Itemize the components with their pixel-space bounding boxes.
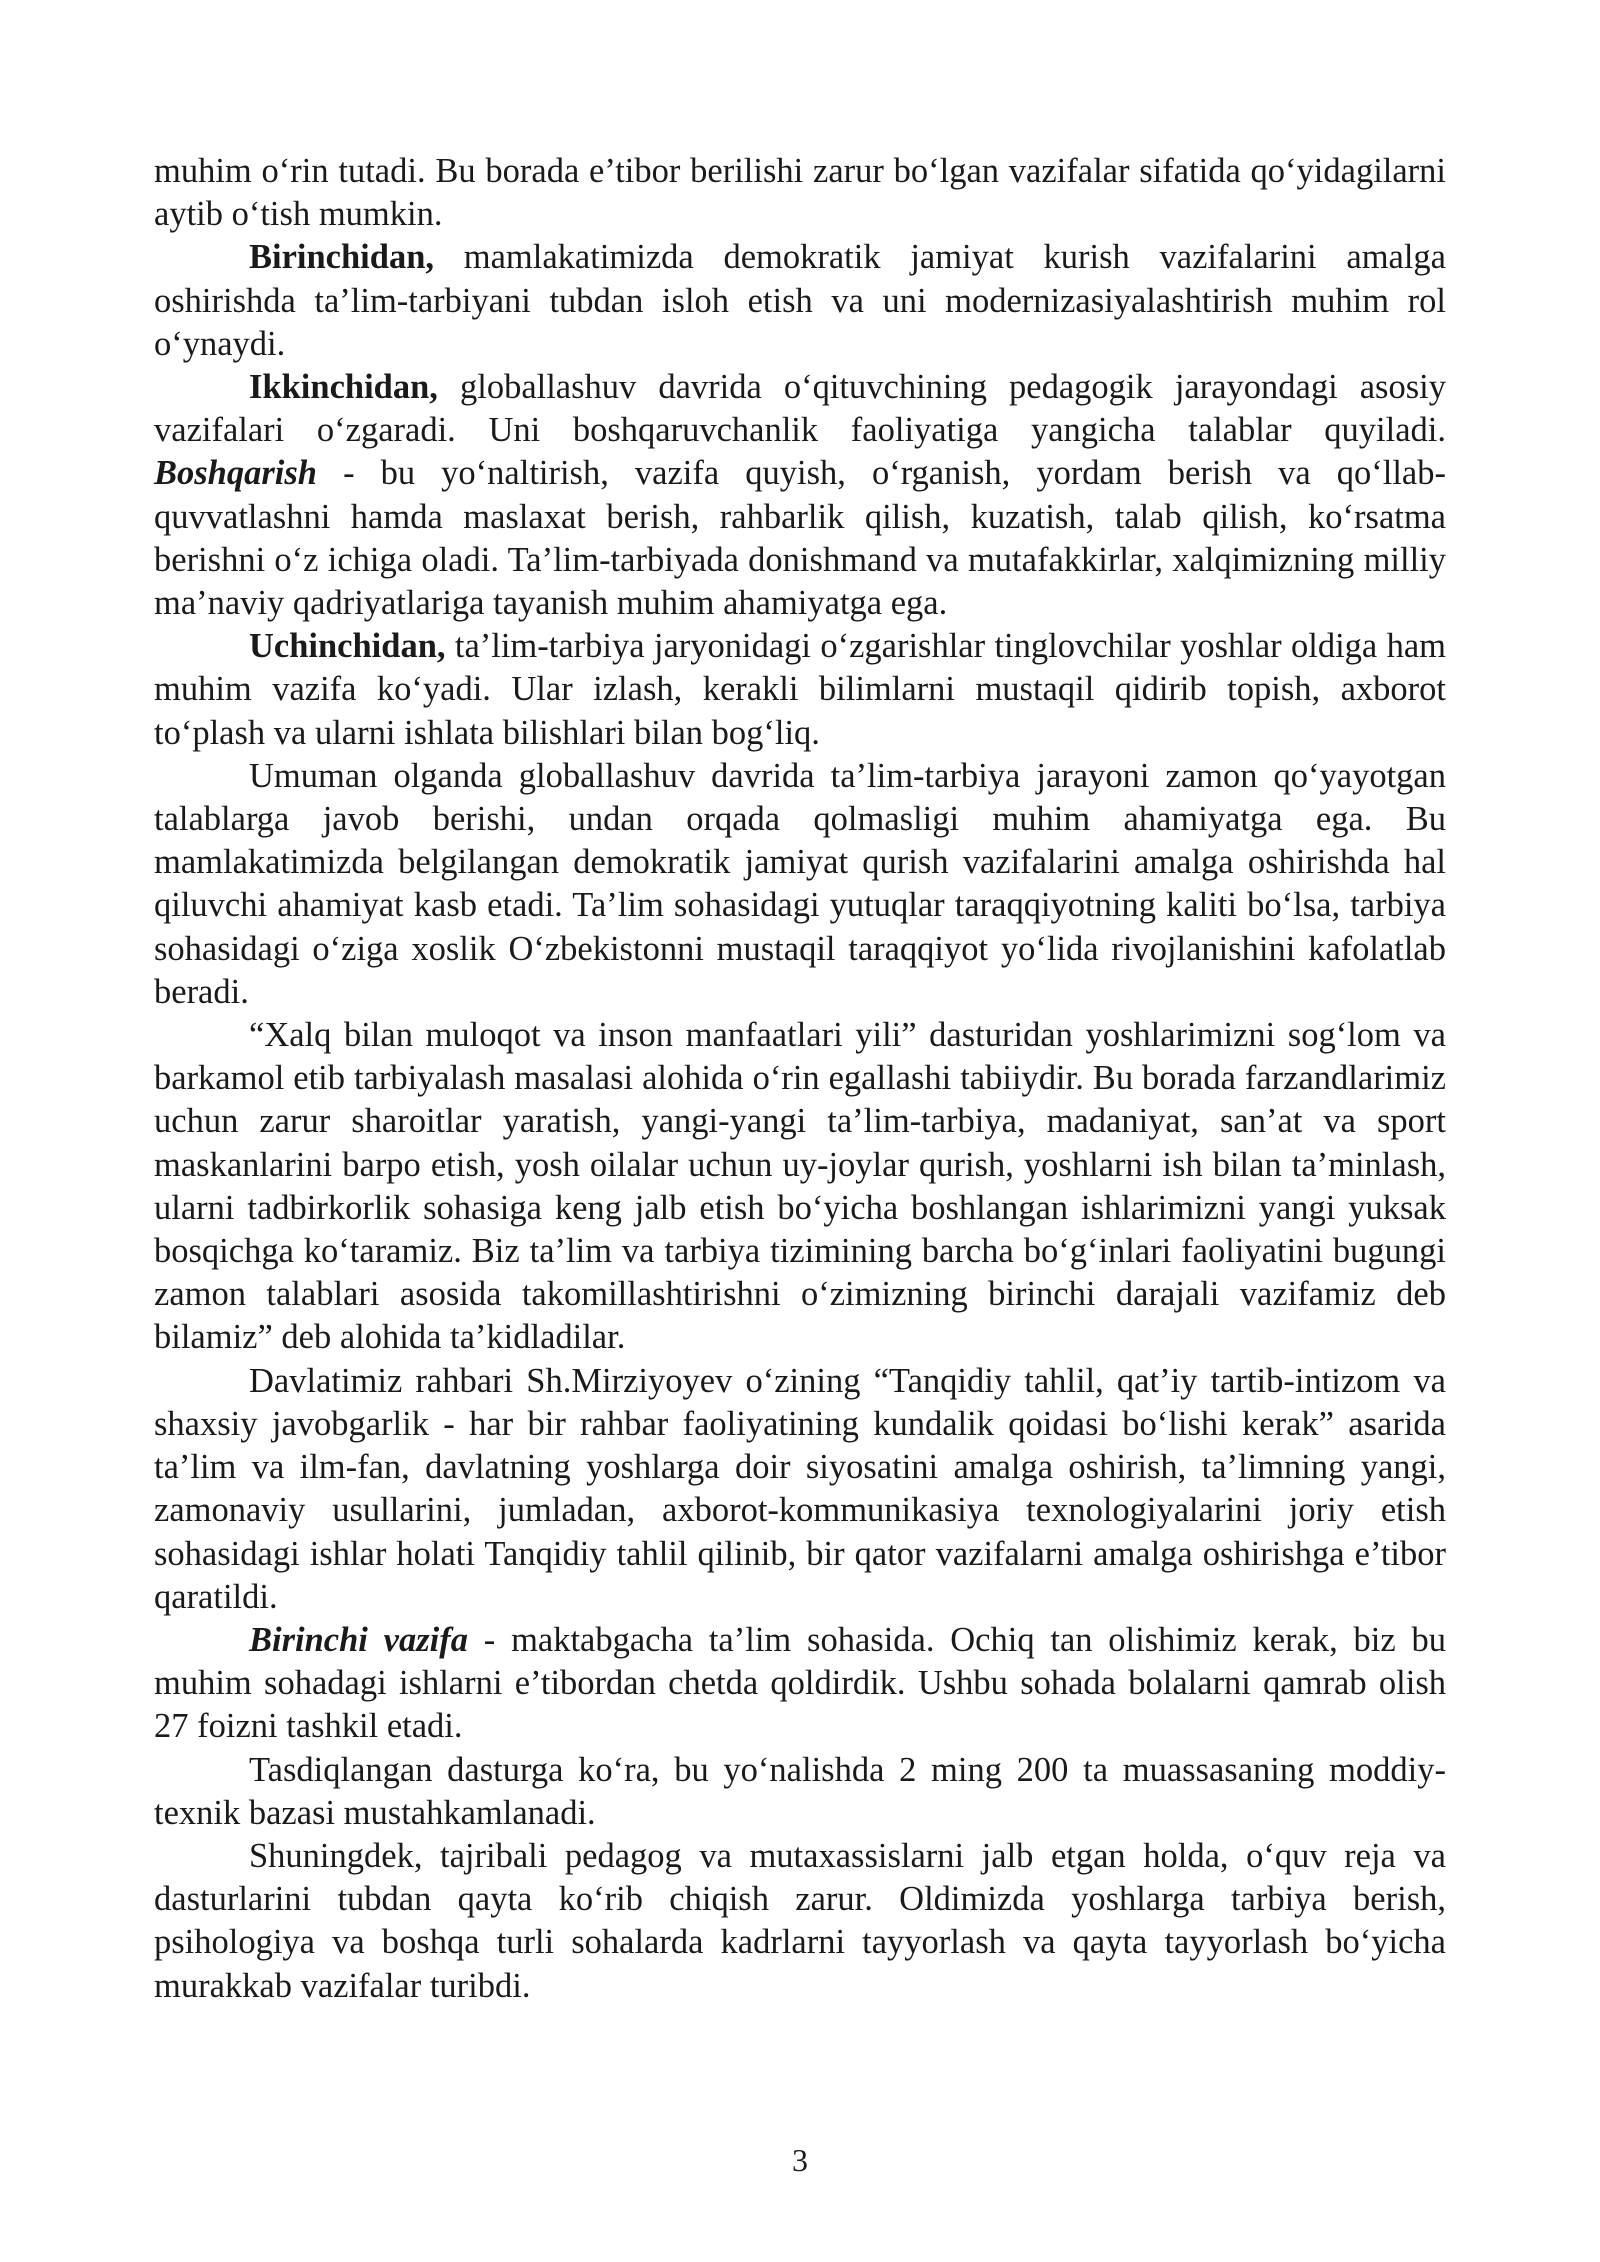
paragraph-text: - maktabgacha ta’lim sohasida. Ochiq tan olishimiz kerak, biz bu muhim sohadagi ishlarni e’tibordan chetda qoldirdik. Ushbu sohada bolalarni qamrab olish 27 foizni tashkil etadi.: [154, 1620, 1446, 1746]
paragraph-term: Birinchi vazifa: [249, 1620, 468, 1659]
paragraph-text: Shuningdek, tajribali pedagog va mutaxassislarni jalb etgan holda, o‘quv reja va dasturlarini tubdan qayta ko‘rib chiqish zarur. Oldimizda yoshlarga tarbiya berish, psihologiya va boshqa turli sohalarda kadrlarni tayyorlash va qayta tayyorlash bo‘yicha murakkab vazifalar turibdi.: [154, 1836, 1446, 2005]
paragraph-lead: Uchinchidan,: [249, 627, 446, 666]
page-number: 3: [792, 2142, 808, 2178]
paragraph-text: Davlatimiz rahbari Sh.Mirziyoyev o‘zining “Tanqidiy tahlil, qat’iy tartib-intizom va shaxsiy javobgarlik - har bir rahbar faoliyatining kundalik qoidasi bo‘lishi kerak” asarida ta’lim va ilm-fan, davlatning yoshlarga doir siyosatini amalga oshirish, ta’limning yangi, zamonaviy usullarini, jumladan, axborot-kommunikasiya texnologiyalarini joriy etish sohasidagi ishlar holati Tanqidiy tahlil qilinib, bir qator vazifalarni amalga oshirishga e’tibor qaratildi.: [154, 1361, 1446, 1616]
paragraph-umuman: [154, 755, 1446, 1014]
paragraph-birinchi-vazifa: [154, 1619, 1446, 1749]
paragraph-quote: [154, 1014, 1446, 1360]
paragraph-davlatimiz: [154, 1360, 1446, 1619]
paragraph-text: ta’lim-tarbiya jaryonidagi o‘zgarishlar tinglovchilar yoshlar oldiga ham muhim vazifa ko‘yadi. Ular izlash, kerakli bilimlarni mustaqil qidirib topish, axborot to‘plash va ularni ishlata bilishlari bilan bog‘liq.: [154, 627, 1446, 752]
paragraph-lead: Birinchidan,: [249, 238, 435, 277]
paragraph-birinchidan: [154, 236, 1446, 366]
paragraph-term: Boshqarish: [154, 454, 317, 493]
paragraph-text: muhim o‘rin tutadi. Bu borada e’tibor berilishi zarur bo‘lgan vazifalar sifatida qo‘yidagilarni aytib o‘tish mumkin.: [154, 152, 1446, 234]
paragraph-shuningdek: [154, 1835, 1446, 2008]
paragraph-continuation: [154, 150, 1446, 236]
paragraph-uchinchidan: [154, 625, 1446, 755]
paragraph-text: “Xalq bilan muloqot va inson manfaatlari yili” dasturidan yoshlarimizni sog‘lom va barkamol etib tarbiyalash masalasi alohida o‘rin egallashi tabiiydir. Bu borada farzandlarimiz uchun zarur sharoitlar yaratish, yangi-yangi ta’lim-tarbiya, madaniyat, san’at va sport maskanlarini barpo etish, yosh oilalar uchun uy-joylar qurish, yoshlarni ish bilan ta’minlash, ularni tadbirkorlik sohasiga keng jalb etish bo‘yicha boshlangan ishlarimizni yangi yuksak bosqichga ko‘taramiz. Biz ta’lim va tarbiya tizimining barcha bo‘g‘inlari faoliyatini bugungi zamon talablari asosida takomillashtirishni o‘zimizning birinchi darajali vazifamiz deb bilamiz” deb alohida ta’kidladilar.: [154, 1016, 1446, 1357]
paragraph-text: globallashuv davrida o‘qituvchining pedagogik jarayondagi asosiy vazifalari o‘zgaradi. Uni boshqaruvchanlik faoliyatiga yangicha talablar quyiladi.: [154, 368, 1446, 450]
paragraph-tasdiqlangan: [154, 1749, 1446, 1835]
paragraph-lead: Ikkinchidan,: [249, 368, 438, 407]
paragraph-text: mamlakatimizda demokratik jamiyat kurish vazifalarini amalga oshirishda ta’lim-tarbiyani tubdan isloh etish va uni modernizasiyalashtirish muhim rol o‘ynaydi.: [154, 238, 1446, 363]
paragraph-text: Umuman olganda globallashuv davrida ta’lim-tarbiya jarayoni zamon qo‘yayotgan talablarga javob berishi, undan orqada qolmasligi muhim ahamiyatga ega. Bu mamlakatimizda belgilangan demokratik jamiyat qurish vazifalarini amalga oshirishda hal qiluvchi ahamiyat kasb etadi. Ta’lim sohasidagi yutuqlar taraqqiyotning kaliti bo‘lsa, tarbiya sohasidagi o‘ziga xoslik O‘zbekistonni mustaqil taraqqiyot yo‘lida rivojlanishini kafolatlab beradi.: [154, 756, 1446, 1011]
paragraph-ikkinchidan: [154, 366, 1446, 625]
paragraph-text: Tasdiqlangan dasturga ko‘ra, bu yo‘nalishda 2 ming 200 ta muassasaning moddiy-texnik bazasi mustahkamlanadi.: [154, 1750, 1446, 1832]
paragraph-text-after: - bu yo‘naltirish, vazifa quyish, o‘rganish, yordam berish va qo‘llab-quvvatlashni hamda maslaxat berish, rahbarlik qilish, kuzatish, talab qilish, ko‘rsatma berishni o‘z ichiga oladi. Ta’lim-tarbiyada donishmand va mutafakkirlar, xalqimizning milliy ma’naviy qadriyatlariga tayanish muhim ahamiyatga ega.: [154, 454, 1446, 623]
document-body: [154, 150, 1446, 2008]
